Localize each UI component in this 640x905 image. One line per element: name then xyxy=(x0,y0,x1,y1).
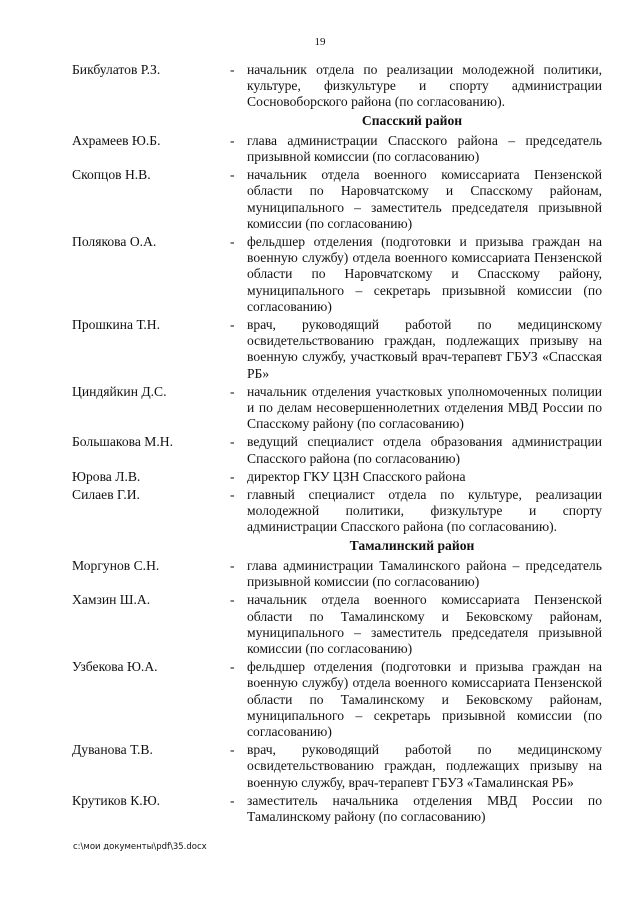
entry-row xyxy=(72,434,602,466)
person-name: Ахрамеев Ю.Б. xyxy=(72,132,161,148)
person-name: Полякова О.А. xyxy=(72,234,157,250)
person-name: Большакова М.Н. xyxy=(72,434,173,450)
dash: - xyxy=(230,659,235,675)
section-heading-spassky: Спасский район xyxy=(361,112,463,128)
person-name: Узбекова Ю.А. xyxy=(72,659,158,675)
person-name: Прошкина Т.Н. xyxy=(72,317,161,333)
entry-row xyxy=(72,592,602,657)
dash: - xyxy=(230,742,235,758)
role-description: заместитель начальника отделения МВД России по Тамалинскому району (по согласованию) xyxy=(247,792,602,824)
dash: - xyxy=(230,557,235,573)
dash: - xyxy=(230,167,235,183)
dash: - xyxy=(230,317,235,333)
dash: - xyxy=(230,487,235,503)
person-name: Бикбулатов Р.З. xyxy=(72,62,161,77)
section-spassky xyxy=(72,133,602,536)
person-name: Скопцов Н.В. xyxy=(72,167,151,183)
person-name: Крутиков К.Ю. xyxy=(72,792,161,808)
role-description: директор ГКУ ЦЗН Спасского района xyxy=(247,468,466,484)
dash: - xyxy=(230,383,235,399)
role-description: фельдшер отделения (подготовки и призыва граждан на военную службу) отдела военного комиссариата Пензенской области по Тамалинскому и Бековскому районам, муниципального – секретарь призывной комиссии (по согласованию) xyxy=(247,659,602,739)
role-description: главный специалист отдела по культуре, реализации молодежной политики, физкультуре и спорту администрации Спасского района (по согласованию). xyxy=(247,487,602,535)
entry-row xyxy=(72,167,602,232)
role-description: врач, руководящий работой по медицинскому освидетельствованию граждан, подлежащих призыву на военную службу, участковый врач-терапевт ГБУЗ «Спасская РБ» xyxy=(247,317,602,381)
dash: - xyxy=(230,62,235,77)
entry-row xyxy=(72,317,602,382)
role-description: ведущий специалист отдела образования администрации Спасского района (по согласованию) xyxy=(247,434,602,466)
dash: - xyxy=(230,592,235,608)
dash: - xyxy=(230,792,235,808)
entry-row xyxy=(72,659,602,740)
entry-row xyxy=(72,487,602,536)
entries-top xyxy=(72,62,602,111)
dash: - xyxy=(230,468,235,484)
dash: - xyxy=(230,434,235,450)
person-name: Силаев Г.И. xyxy=(72,487,140,503)
person-name: Циндяйкин Д.С. xyxy=(72,383,167,399)
role-description: врач, руководящий работой по медицинскому освидетельствованию граждан, подлежащих призыву на военную службу, врач-терапевт ГБУЗ «Тамалинская РБ» xyxy=(247,742,602,790)
role-description: глава администрации Спасского района – председатель призывной комиссии (по согласованию) xyxy=(247,132,602,165)
dash: - xyxy=(230,132,235,148)
section-tamalinsky xyxy=(72,558,602,825)
person-name: Моргунов С.Н. xyxy=(72,557,160,573)
section-heading-tamalinsky: Тамалинский район xyxy=(349,537,475,553)
role-description: начальник отделения участковых уполномоченных полиции и по делам несовершеннолетних отделения МВД России по Спасскому району (по согласованию) xyxy=(247,383,602,432)
entries-block xyxy=(72,62,602,827)
entry-row xyxy=(72,62,602,111)
entry-row xyxy=(72,558,602,590)
entry-row xyxy=(72,469,602,485)
page-number: 19 xyxy=(314,36,326,48)
person-name: Дуванова Т.В. xyxy=(72,742,153,758)
role-description: начальник отдела по реализации молодежной политики, культуре, физкультуре и спорту администрации Сосновоборского района (по согласованию). xyxy=(247,62,602,110)
role-description: фельдшер отделения (подготовки и призыва граждан на военную службу) отдела военного комиссариата Пензенской области по Наровчатскому и Спасскому району, муниципального – секретарь призывной комиссии (по согласованию) xyxy=(247,234,602,314)
role-description: начальник отдела военного комиссариата Пензенской области по Наровчатскому и Спасскому районам, муниципального – заместитель председателя призывной комиссии (по согласованию) xyxy=(247,167,602,231)
entry-row xyxy=(72,742,602,791)
entry-row xyxy=(72,384,602,433)
file-path-footer: c:\мои документы\pdf\35.docx xyxy=(73,842,207,852)
person-name: Хамзин Ш.А. xyxy=(72,592,151,608)
person-name: Юрова Л.В. xyxy=(72,468,141,484)
role-description: глава администрации Тамалинского района – председатель призывной комиссии (по согласованию) xyxy=(247,557,602,590)
dash: - xyxy=(230,234,235,250)
entry-row xyxy=(72,133,602,165)
entry-row xyxy=(72,234,602,315)
entry-row xyxy=(72,793,602,825)
role-description: начальник отдела военного комиссариата Пензенской области по Тамалинскому и Бековскому районам, муниципального – заместитель председателя призывной комиссии (по согласованию) xyxy=(247,592,602,656)
